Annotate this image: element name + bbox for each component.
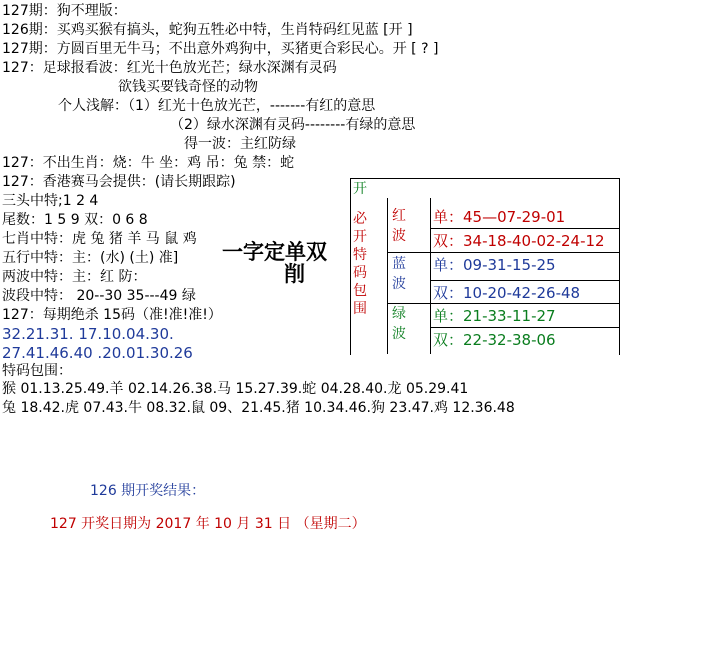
- red-odd-row: [433, 208, 565, 226]
- table-divider-1: [387, 198, 388, 354]
- blue-odd-row: [433, 256, 556, 274]
- blue-even-key: 双：: [433, 284, 464, 302]
- result-title: 126 期开奖结果：: [90, 483, 206, 499]
- line-9: 127：不出生肖：烧：牛 坐：鸡 吊：兔 禁：蛇: [2, 155, 295, 171]
- green-even-value: 22-32-38-06: [463, 331, 556, 349]
- col1-char-4: 特: [353, 247, 367, 263]
- col1-char-5: 码: [353, 265, 367, 281]
- line-13: 七肖中特：虎 兔 猪 羊 马 鼠 鸡: [2, 231, 197, 247]
- green-even-row: [433, 331, 556, 349]
- draw-date: 127 开奖日期为 2017 年 10 月 31 日 （星期二）: [50, 516, 366, 532]
- line-2: 126期：买鸡买猴有搞头，蛇狗五牲必中特，生肖特码红见蓝 [开 ]: [2, 22, 413, 38]
- green-wave-label-1: 绿: [392, 306, 406, 322]
- blue-odd-key: 单：: [433, 256, 464, 274]
- red-even-value: 34-18-40-02-24-12: [463, 232, 605, 250]
- headline-sub: 削: [284, 262, 305, 286]
- headline-main: 一字定单双: [222, 240, 327, 264]
- blue-wave-label-1: 蓝: [392, 256, 406, 272]
- line-16: 波段中特： 20--30 35---49 绿: [2, 288, 196, 304]
- kill-numbers-1: 32.21.31. 17.10.04.30.: [2, 325, 174, 343]
- col1-char-1: 开: [353, 181, 367, 197]
- red-even-key: 双：: [433, 232, 464, 250]
- line-7: （2）绿水深渊有灵码--------有绿的意思: [170, 117, 416, 133]
- line-1: 127期：狗不理版：: [2, 3, 127, 19]
- special-row-1: 猴 01.13.25.49.羊 02.14.26.38.马 15.27.39.蛇 04.28.40.龙 05.29.41: [2, 381, 469, 397]
- line-5: 欲钱买要钱奇怪的动物: [118, 79, 258, 95]
- blue-odd-value: 09-31-15-25: [463, 256, 556, 274]
- col1-char-2: 必: [353, 211, 367, 227]
- table-subline-1: [430, 228, 619, 229]
- blue-wave-label-2: 波: [392, 276, 406, 292]
- red-odd-value: 45—07-29-01: [463, 208, 566, 226]
- special-row-2: 兔 18.42.虎 07.43.牛 08.32.鼠 09、21.45.猪 10.34.46.狗 23.47.鸡 12.36.48: [2, 400, 515, 416]
- blue-even-value: 10-20-42-26-48: [463, 284, 581, 302]
- line-17: 127：每期绝杀 15码（准!准!准!）: [2, 307, 222, 323]
- green-wave-label-2: 波: [392, 326, 406, 342]
- line-10: 127：香港赛马会提供：(请长期跟踪): [2, 174, 236, 190]
- blue-even-row: [433, 284, 580, 302]
- red-wave-label-1: 红: [392, 208, 406, 224]
- table-divider-2: [430, 198, 431, 354]
- special-title: 特码包围：: [2, 363, 72, 379]
- col1-char-6: 包: [353, 283, 367, 299]
- kill-numbers-2: 27.41.46.40 .20.01.30.26: [2, 344, 193, 362]
- line-15: 两波中特：主：红 防：: [2, 269, 147, 285]
- table-row-line-2: [387, 303, 619, 304]
- table-row-line-1: [387, 252, 619, 253]
- table-subline-3: [430, 327, 619, 328]
- green-odd-value: 21-33-11-27: [463, 307, 556, 325]
- red-even-row: [433, 232, 605, 250]
- col1-char-7: 围: [353, 301, 367, 317]
- line-4: 127：足球报看波：红光十色放光芒；绿水深渊有灵码: [2, 60, 337, 76]
- table-subline-2: [430, 280, 619, 281]
- line-8: 得一波：主红防绿: [184, 136, 296, 152]
- line-6: 个人浅解：（1）红光十色放光芒，-------有红的意思: [58, 98, 376, 114]
- red-odd-key: 单：: [433, 208, 464, 226]
- line-11: 三头中特;1 2 4: [2, 193, 99, 209]
- green-odd-key: 单：: [433, 307, 464, 325]
- line-12: 尾数：1 5 9 双：0 6 8: [2, 212, 148, 228]
- green-odd-row: [433, 307, 556, 325]
- line-3: 127期：方圆百里无牛马；不出意外鸡狗中，买猪更合彩民心。开 [ ? ]: [2, 41, 439, 57]
- col1-char-3: 开: [353, 229, 367, 245]
- line-14: 五行中特：主：(水) (土) 准]: [2, 250, 179, 266]
- green-even-key: 双：: [433, 331, 464, 349]
- red-wave-label-2: 波: [392, 228, 406, 244]
